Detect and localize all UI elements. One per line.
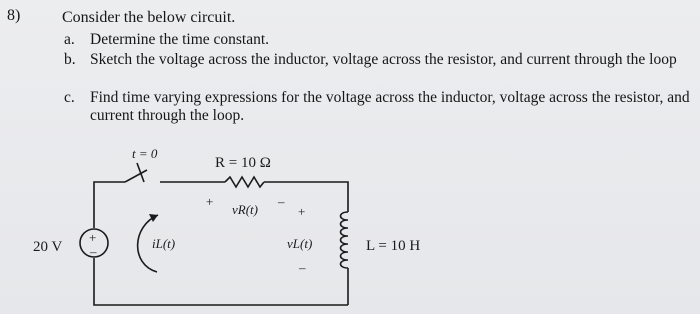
question-intro: Consider the below circuit.: [62, 9, 236, 26]
inductor-label: L = 10 H: [366, 238, 421, 254]
current-label: iL(t): [152, 236, 176, 251]
wire-bottom: [94, 258, 348, 305]
source-minus: –: [90, 244, 97, 259]
question-number: 8): [7, 7, 21, 24]
inductor-plus: +: [298, 204, 306, 219]
resistor-minus: –: [278, 194, 285, 209]
item-text: Determine the time constant.: [90, 31, 270, 48]
inductor-minus: –: [299, 260, 306, 275]
source-label: 20 V: [33, 239, 63, 255]
wire-top-right: [264, 182, 348, 212]
resistor-symbol: [225, 177, 264, 187]
item-text: Sketch the voltage across the inductor, voltage across the resistor, and current through the loop: [90, 51, 677, 68]
item-letter: c.: [64, 89, 75, 106]
item-text: Find time varying expressions for the voltage across the inductor, voltage across the resistor, and current through the loop.: [90, 89, 690, 124]
resistor-plus: +: [206, 194, 214, 209]
source-plus: +: [89, 230, 97, 245]
current-arrow-head: [149, 214, 158, 222]
item-letter: a.: [64, 31, 75, 48]
wire-left-top: [94, 182, 125, 228]
resistor-label: R = 10 Ω: [215, 155, 271, 171]
switch-label: t = 0: [132, 146, 158, 161]
item-letter: b.: [64, 51, 76, 68]
resistor-voltage-label: vR(t): [232, 202, 258, 217]
inductor-voltage-label: vL(t): [287, 236, 313, 251]
inductor-symbol: [341, 212, 349, 268]
